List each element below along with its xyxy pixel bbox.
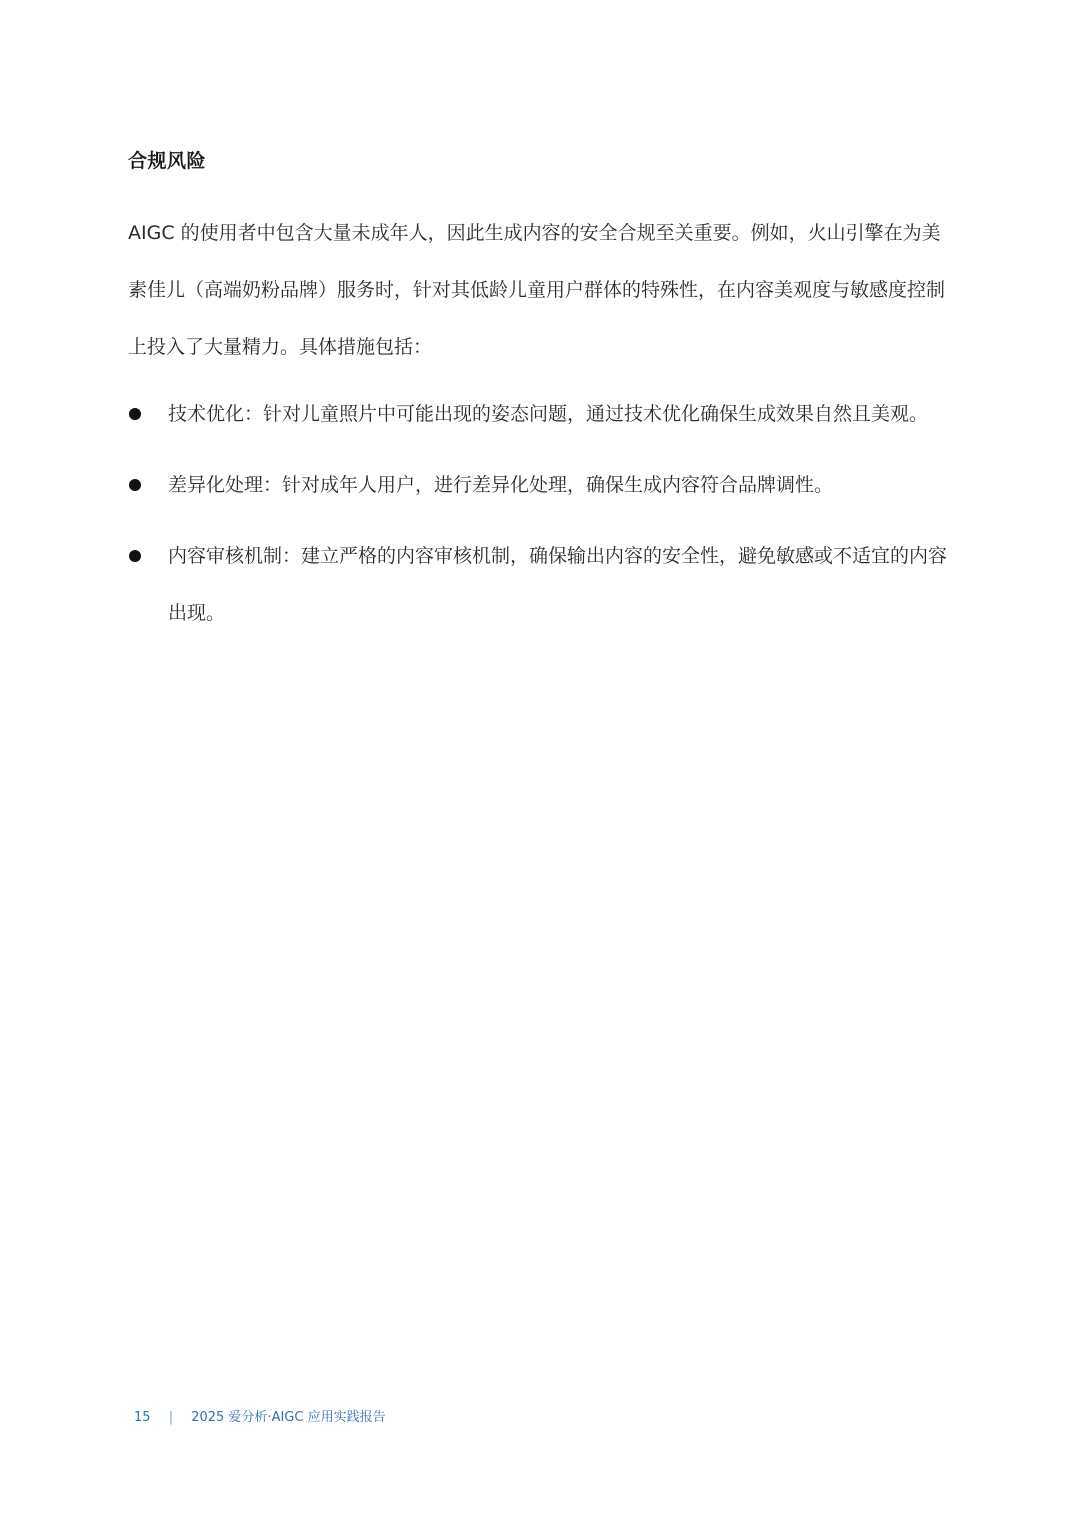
measures-list — [128, 386, 958, 656]
list-item-text: 差异化处理：针对成年人用户，进行差异化处理，确保生成内容符合品牌调性。 — [168, 474, 834, 496]
intro-paragraph: AIGC 的使用者中包含大量未成年人，因此生成内容的安全合规至关重要。例如，火山引擎在为美素佳儿（高端奶粉品牌）服务时，针对其低龄儿童用户群体的特殊性，在内容美观度与敏感度控制上投入了大量精力。具体措施包括： — [128, 222, 946, 358]
list-item-text: 内容审核机制：建立严格的内容审核机制，确保输出内容的安全性，避免敏感或不适宜的内容出现。 — [168, 545, 948, 624]
section-title: 合规风险 — [128, 150, 207, 172]
bullet-dot-icon — [129, 550, 141, 562]
page-footer — [134, 1406, 386, 1425]
list-item — [128, 457, 958, 514]
list-item-text: 技术优化：针对儿童照片中可能出现的姿态问题，通过技术优化确保生成效果自然且美观。 — [168, 403, 929, 425]
list-item — [128, 386, 958, 443]
list-item — [128, 528, 958, 642]
report-title: 2025 爱分析·AIGC 应用实践报告 — [191, 1410, 386, 1425]
footer-separator: | — [168, 1410, 174, 1425]
bullet-dot-icon — [129, 408, 141, 420]
page-number: 15 — [134, 1410, 151, 1425]
bullet-dot-icon — [129, 479, 141, 491]
